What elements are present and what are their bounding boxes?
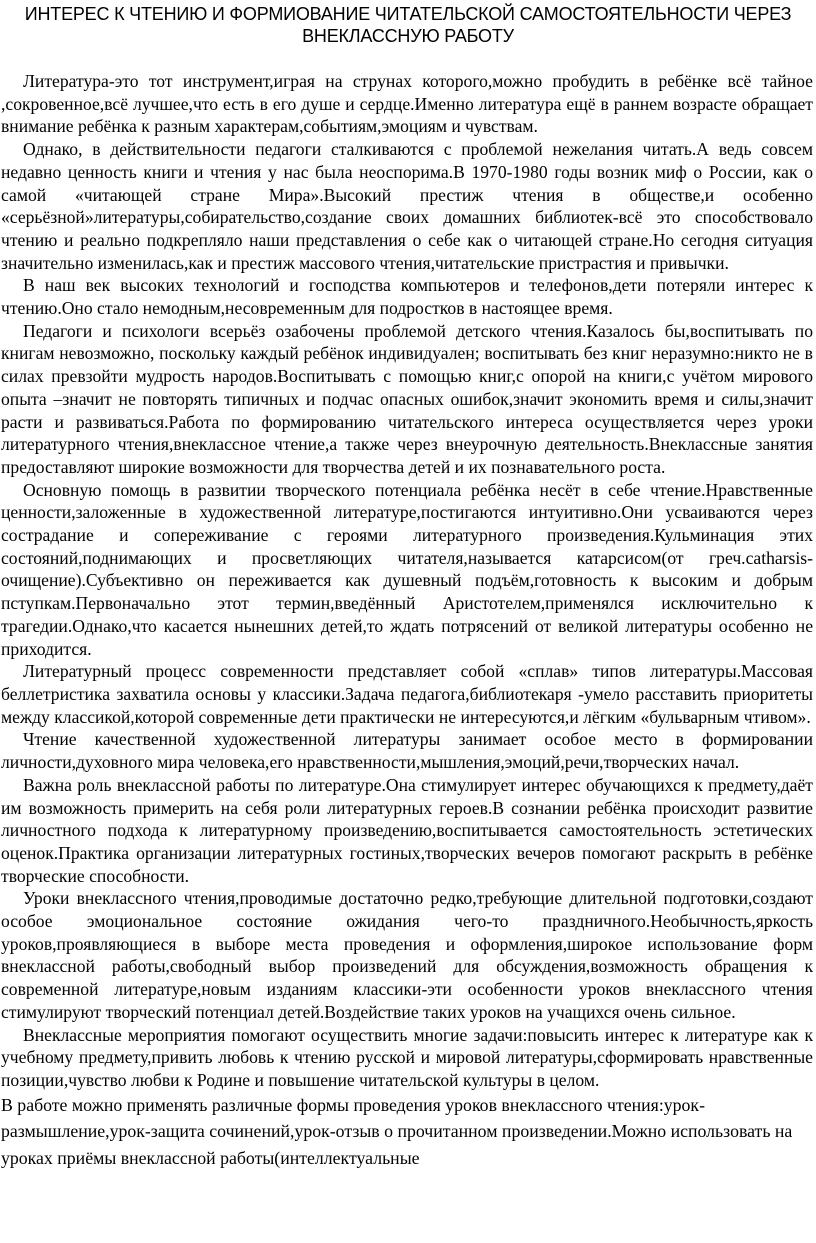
paragraph-tail: В работе можно применять различные формы проведения уроков внеклассного чтения:урок-размышление,урок-защита сочинений,урок-отзыв о прочитанном произведении.Можно использовать на уроках приёмы внеклассной работы(интеллектуальные [1,1094,793,1168]
paragraph: Литературный процесс современности представляет собой «сплав» типов литературы.Массовая беллетристика захватила основы у классики.Задача педагога,библиотекаря -умело расставить приоритеты между классикой,которой современные дети практически не интересуются,и лёгким «бульварным чтивом». [1,661,813,727]
document-title: ИНТЕРЕС К ЧТЕНИЮ И ФОРМИОВАНИЕ ЧИТАТЕЛЬСКОЙ САМОСТОЯТЕЛЬНОСТИ ЧЕРЕЗ ВНЕКЛАССНУЮ РАБОТУ [24,4,792,46]
paragraph: Основную помощь в развитии творческого потенциала ребёнка несёт в себе чтение.Нравственные ценности,заложенные в художественной литературе,постигаются интуитивно.Они усваиваются через сострадание и сопереживание с героями литературного произведения.Кульминация этих состояний,поднимающих и просветляющих читателя,называется катарсисом(от греч.catharsis-очищение).Субъективно он переживается как душевный подъём,готовность к высоким и добрым пступкам.Первоначально этот термин,введённый Аристотелем,применялся исключительно к трагедии.Однако,что касается нынешних детей,то ждать потрясений от великой литературы особенно не приходится. [1,479,813,659]
document-body [1,70,813,1171]
paragraph: Внеклассные мероприятия помогают осуществить многие задачи:повысить интерес к литературе как к учебному предмету,привить любовь к чтению русской и мировой литературы,сформировать нравственные позиции,чувство любви к Родине и повышение читательской культуры в целом. [1,1024,813,1090]
paragraph: Однако, в действительности педагоги сталкиваются с проблемой нежелания читать.А ведь совсем недавно ценность книги и чтения у нас была неоспорима.В 1970-1980 годы возник миф о России, как о самой «читающей стране Мира».Высокий престиж чтения в обществе,и особенно «серьёзной»литературы,собирательство,создание своих домашних библиотек-всё это способствовало чтению и реально подкрепляло наши представления о себе как о читающей стране.Но сегодня ситуация значительно изменилась,как и престиж массового чтения,читательские пристрастия и привычки. [1,139,813,273]
paragraph: Уроки внеклассного чтения,проводимые достаточно редко,требующие длительной подготовки,создают особое эмоциональное состояние ожидания чего-то праздничного.Необычность,яркость уроков,проявляющиеся в выборе места проведения и оформления,широкое использование форм внеклассной работы,свободный выбор произведений для обсуждения,возможность обращения к современной литературе,новым изданиям классики-эти особенности уроков внеклассного чтения стимулируют творческий потенциал детей.Воздействие таких уроков на учащихся очень сильное. [1,888,813,1022]
paragraph: В наш век высоких технологий и господства компьютеров и телефонов,дети потеряли интерес к чтению.Оно стало немодным,несовременным для подростков в настоящее время. [1,275,813,319]
paragraph: Литература-это тот инструмент,играя на струнах которого,можно пробудить в ребёнке всё тайное ,сокровенное,всё лучшее,что есть в его душе и сердце.Именно литература ещё в раннем возрасте обращает внимание ребёнка к разным характерам,событиям,эмоциям и чувствам. [1,71,813,137]
paragraph: Чтение качественной художественной литературы занимает особое место в формировании личности,духовного мира человека,его нравственности,мышления,эмоций,речи,творческих начал. [1,729,813,773]
paragraph: Важна роль внеклассной работы по литературе.Она стимулирует интерес обучающихся к предмету,даёт им возможность примерить на себя роли литературных героев.В сознании ребёнка происходит развитие личностного подхода к литературному произведению,воспитывается самостоятельность эстетических оценок.Практика организации литературных гостиных,творческих вечеров помогают раскрыть в ребёнке творческие способности. [1,774,813,886]
paragraph: Педагоги и психологи всерьёз озабочены проблемой детского чтения.Казалось бы,воспитывать по книгам невозможно, поскольку каждый ребёнок индивидуален; воспитывать без книг неразумно:никто не в силах превзойти мудрость народов.Воспитывать с помощью книг,с опорой на книги,с учётом мирового опыта –значит не повторять типичных и подчас опасных ошибок,значит экономить время и силы,значит расти и развиваться.Работа по формированию читательского интереса осуществляется через уроки литературного чтения,внеклассное чтение,а также через внеурочную деятельность.Внеклассные занятия предоставляют широкие возможности для творчества детей и их познавательного роста. [1,320,813,477]
